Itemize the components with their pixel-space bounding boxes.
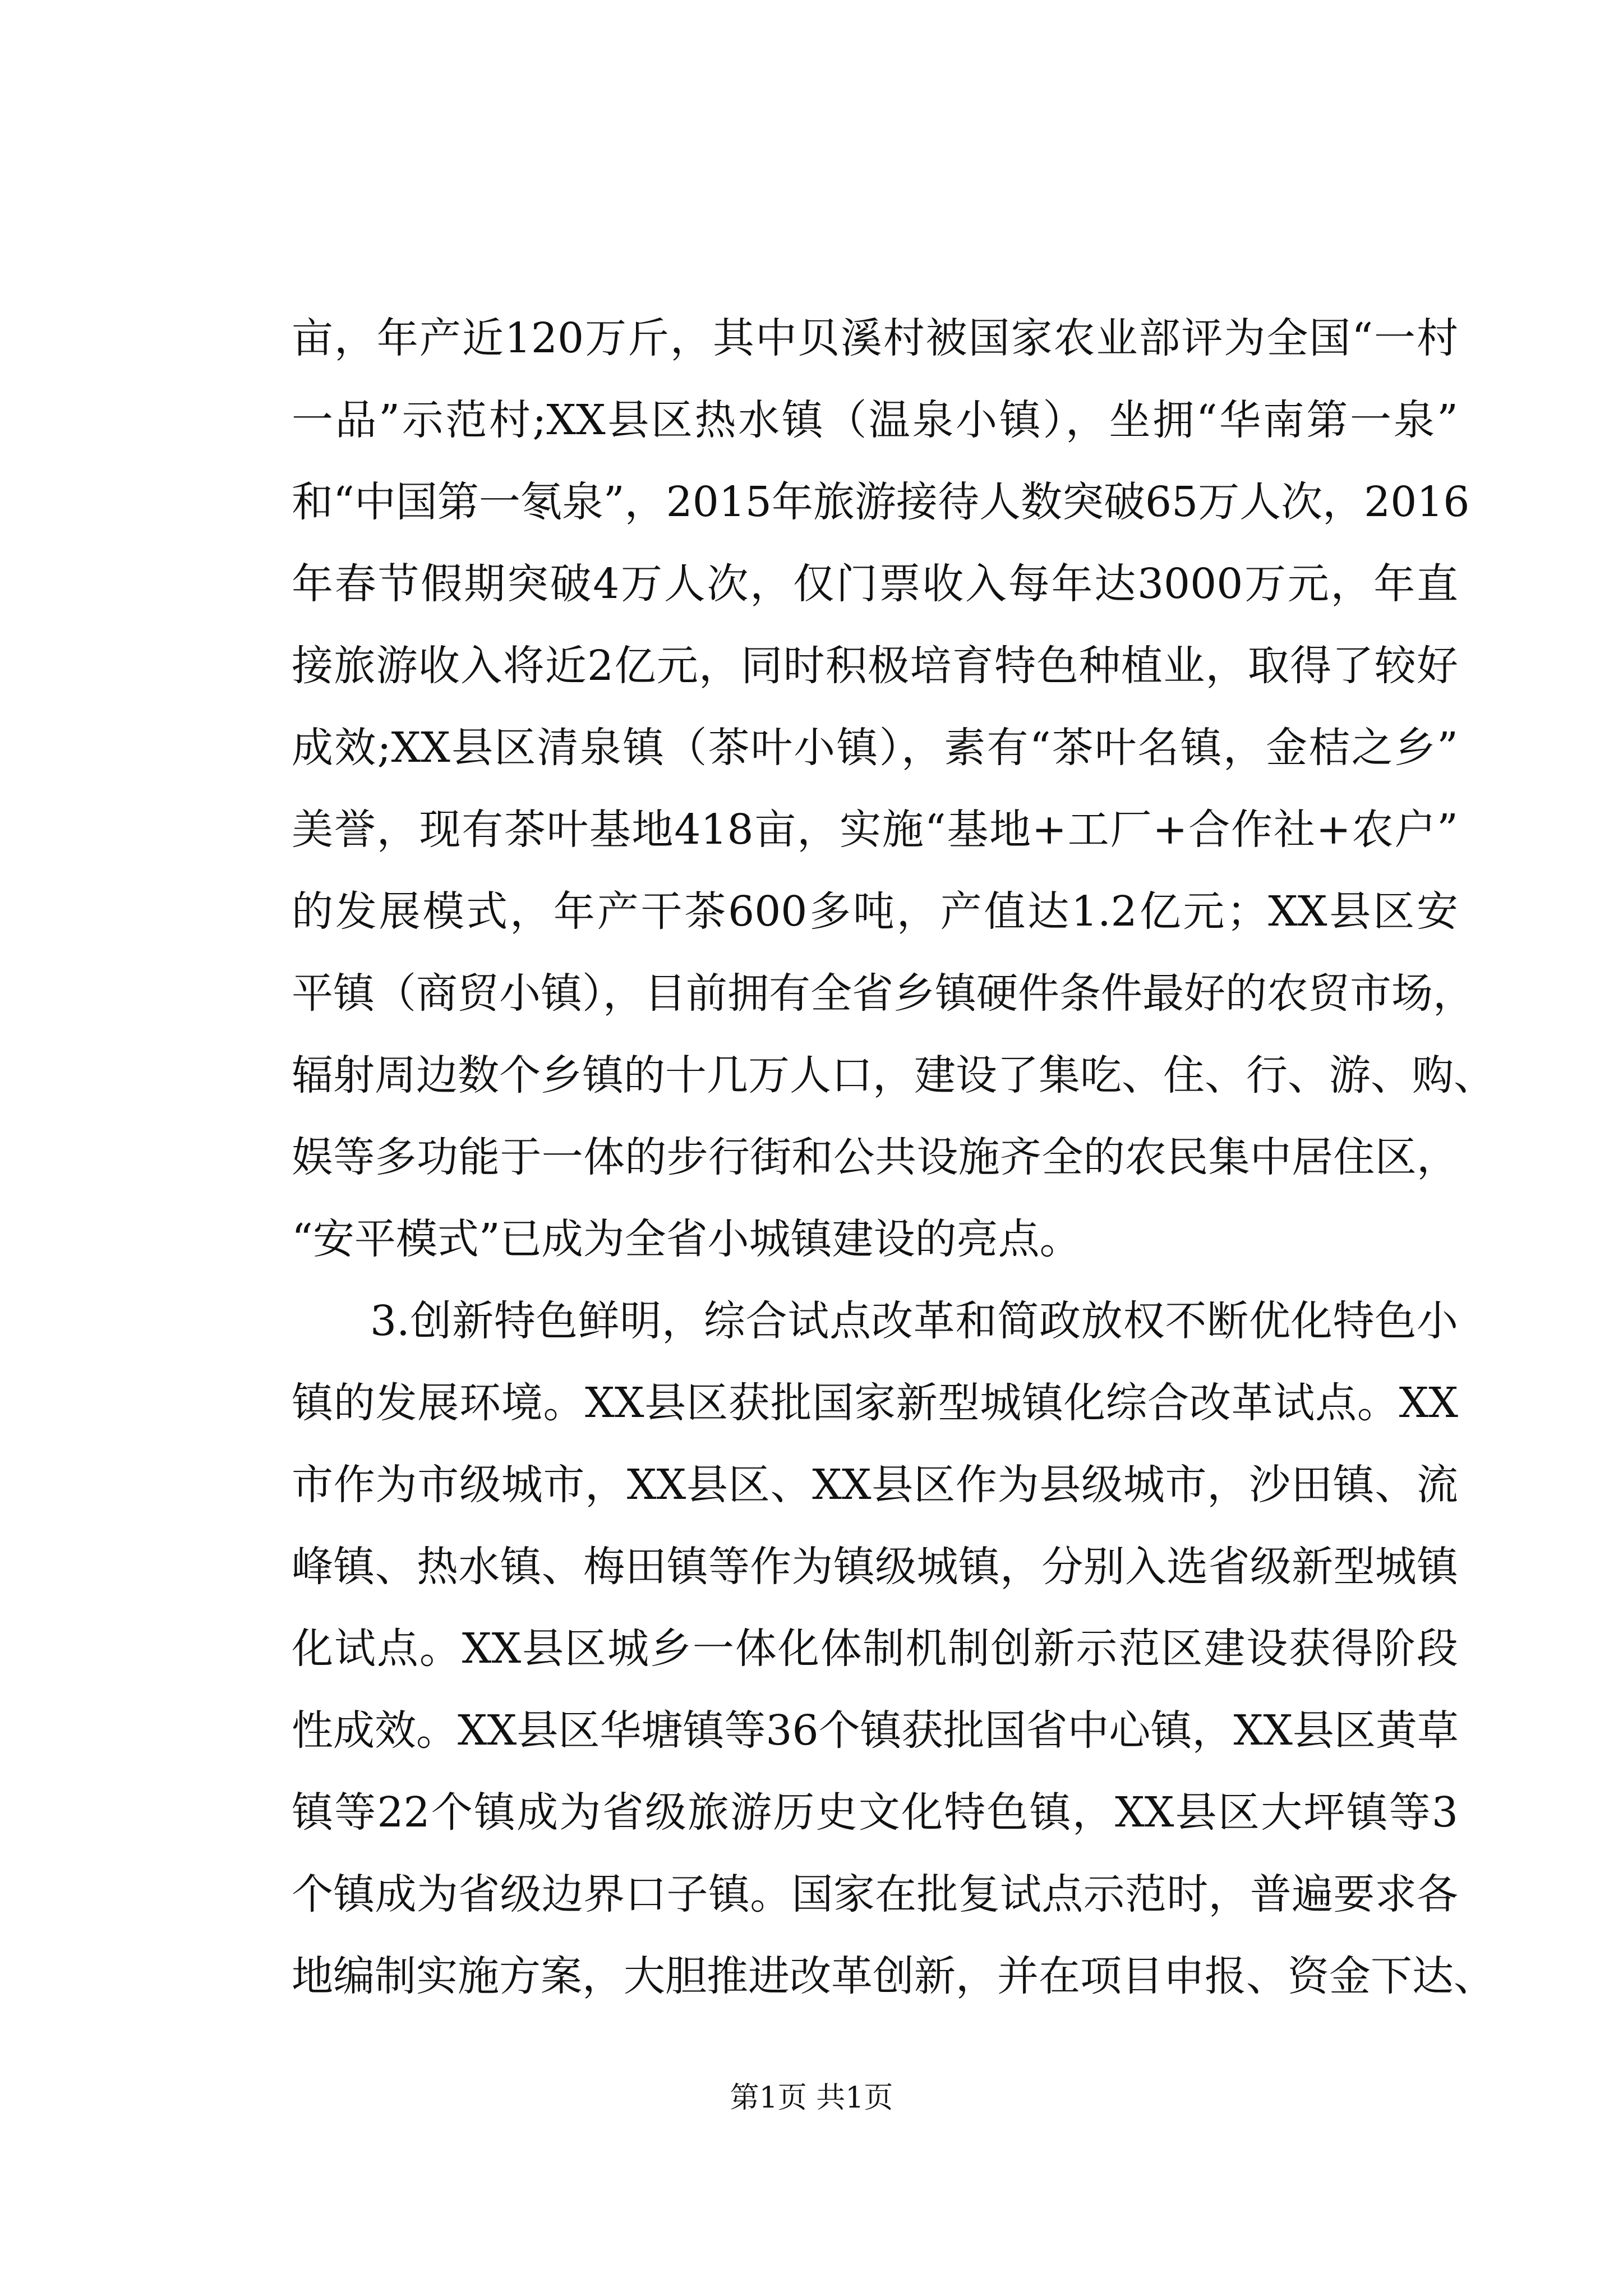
text-line: 3.创新特色鲜明，综合试点改革和简政放权不断优化特色小 [370,1297,1458,1345]
text-line: “安平模式”已成为全省小城镇建设的亮点。 [292,1215,1081,1263]
text-line: 镇的发展环境。XX县区获批国家新型城镇化综合改革试点。XX [292,1379,1458,1427]
text-line: 化试点。XX县区城乡一体化体制机制创新示范区建设获得阶段 [292,1625,1458,1673]
text-line: 亩，年产近120万斤，其中贝溪村被国家农业部评为全国“一村 [292,314,1458,362]
paragraph-2 [292,1280,1495,2017]
text-line: 美誉，现有茶叶基地418亩，实施“基地+工厂+合作社+农户” [292,806,1458,854]
paragraph-1 [292,297,1495,1280]
text-line: 峰镇、热水镇、梅田镇等作为镇级城镇，分别入选省级新型城镇 [292,1543,1458,1591]
text-line: 平镇（商贸小镇），目前拥有全省乡镇硬件条件最好的农贸市场， [292,969,1474,1018]
text-line: 成效;XX县区清泉镇（茶叶小镇），素有“茶叶名镇，金桔之乡” [292,724,1458,772]
text-line: 接旅游收入将近2亿元，同时积极培育特色种植业，取得了较好 [292,642,1458,690]
text-line: 市作为市级城市，XX县区、XX县区作为县级城市，沙田镇、流 [292,1461,1458,1509]
text-line: 娱等多功能于一体的步行街和公共设施齐全的农民集中居住区， [292,1133,1458,1181]
page-footer [0,2076,1623,2120]
text-line: 性成效。XX县区华塘镇等36个镇获批国省中心镇，XX县区黄草 [292,1706,1459,1755]
page-number-label: 第1页 共1页 [730,2081,893,2115]
text-line: 一品”示范村;XX县区热水镇（温泉小镇），坐拥“华南第一泉” [292,396,1458,444]
text-line: 年春节假期突破4万人次，仅门票收入每年达3000万元，年直 [292,560,1458,608]
text-line: 和“中国第一氡泉”，2015年旅游接待人数突破65万人次，2016 [292,478,1470,526]
document-body [292,297,1495,2017]
text-line: 镇等22个镇成为省级旅游历史文化特色镇，XX县区大坪镇等3 [292,1788,1458,1837]
text-line: 个镇成为省级边界口子镇。国家在批复试点示范时，普遍要求各 [292,1870,1458,1918]
text-line: 的发展模式，年产干茶600多吨，产值达1.2亿元；XX县区安 [292,887,1458,936]
text-line: 地编制实施方案，大胆推进改革创新，并在项目申报、资金下达、 [292,1952,1495,2000]
text-line: 辐射周边数个乡镇的十几万人口，建设了集吃、住、行、游、购、 [292,1051,1495,1099]
